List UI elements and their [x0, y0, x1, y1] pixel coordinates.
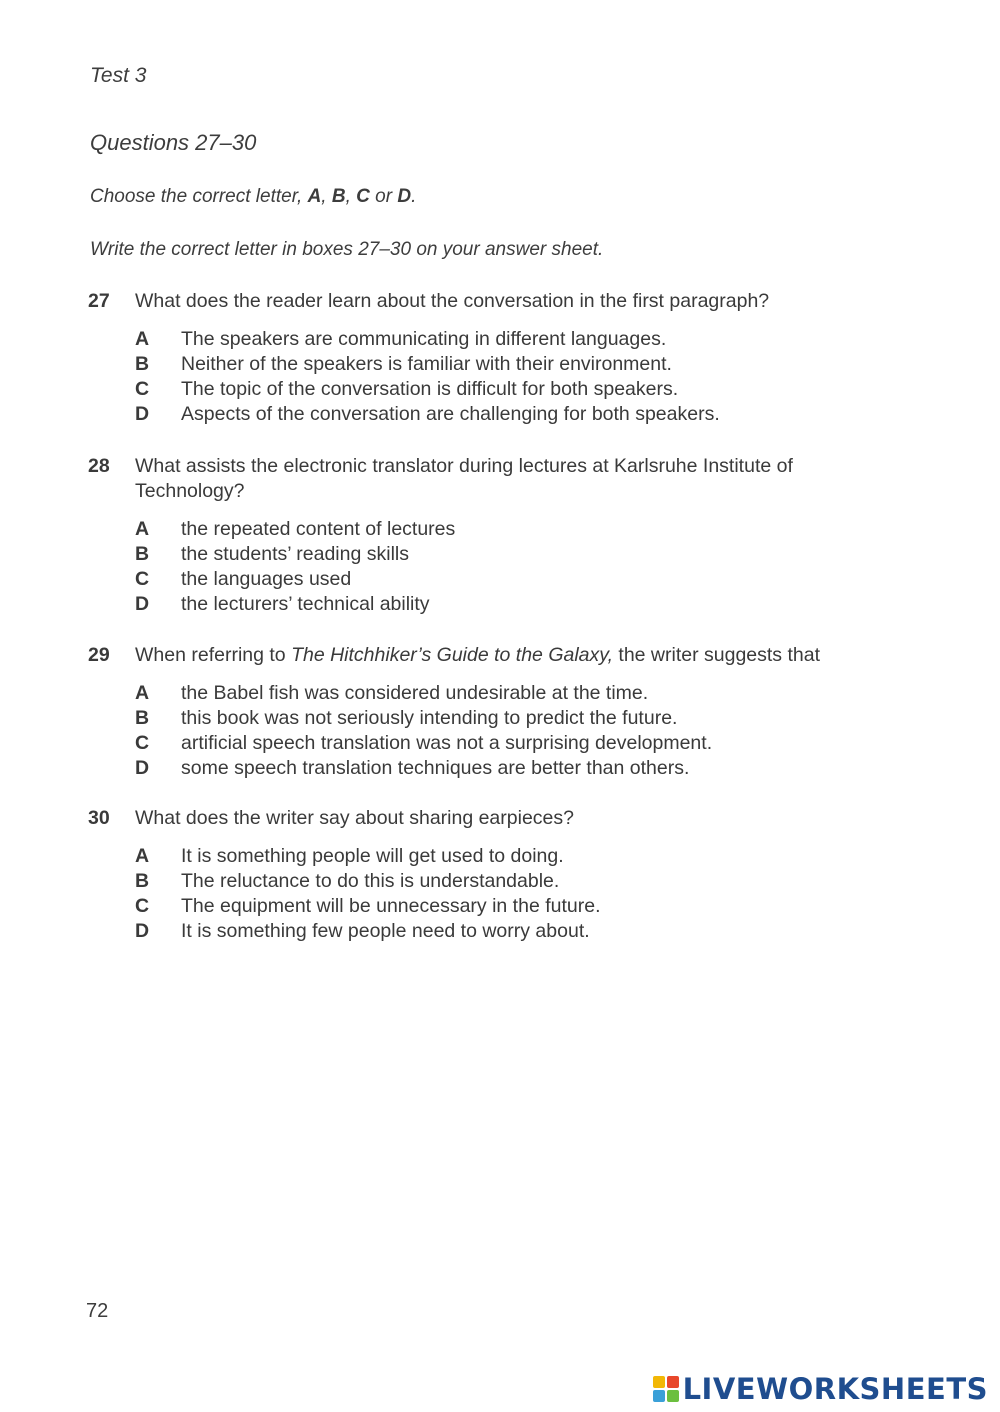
option-d[interactable]: [135, 592, 908, 617]
option-letter: C: [135, 895, 150, 917]
option-text: the repeated content of lectures: [181, 518, 456, 540]
option-b[interactable]: [135, 352, 908, 377]
option-text: It is something people will get used to doing.: [181, 845, 564, 867]
option-b[interactable]: [135, 706, 908, 731]
question-text-before: When referring to: [135, 644, 292, 666]
option-letter: A: [135, 518, 150, 540]
question-stem: [88, 643, 908, 668]
option-letter: A: [135, 845, 150, 867]
instruction-sep: ,: [321, 186, 332, 207]
option-c[interactable]: [135, 731, 908, 756]
option-c[interactable]: [135, 377, 908, 402]
logo-tile: [667, 1376, 679, 1388]
option-a[interactable]: [135, 517, 908, 542]
question-29: [88, 643, 908, 781]
option-letter: C: [135, 732, 150, 754]
instruction-letter-b: B: [331, 186, 346, 207]
instruction-answer-sheet: Write the correct letter in boxes 27–30 on your answer sheet.: [90, 239, 604, 260]
option-text: Neither of the speakers is familiar with their environment.: [181, 353, 672, 375]
instruction-sep: ,: [345, 186, 357, 207]
option-text: the Babel fish was considered undesirable at the time.: [181, 682, 649, 704]
option-text: the lecturers’ technical ability: [181, 593, 430, 615]
question-30: [88, 806, 908, 944]
option-letter: A: [135, 682, 150, 704]
logo-tile: [653, 1376, 665, 1388]
option-letter: B: [135, 543, 150, 565]
option-a[interactable]: [135, 327, 908, 352]
instruction-choose-letter: [90, 186, 416, 208]
question-text-after: the writer suggests that: [612, 644, 821, 666]
options-list: [88, 681, 908, 781]
option-c[interactable]: [135, 567, 908, 592]
option-a[interactable]: [135, 681, 908, 706]
instruction-letter-d: D: [397, 186, 412, 207]
instruction-sep: or: [369, 186, 398, 207]
option-d[interactable]: [135, 919, 908, 944]
instruction-text: .: [411, 186, 417, 207]
question-stem: [88, 289, 908, 314]
option-letter: C: [135, 378, 150, 400]
option-text: the students’ reading skills: [181, 543, 409, 565]
questions-heading: Questions 27–30: [90, 130, 257, 155]
option-text: The equipment will be unnecessary in the future.: [181, 895, 601, 917]
option-d[interactable]: [135, 402, 908, 427]
question-text: What does the reader learn about the conversation in the first paragraph?: [135, 290, 770, 312]
question-number: 28: [88, 455, 110, 477]
question-28: [88, 454, 908, 617]
option-text: The speakers are communicating in different languages.: [181, 328, 667, 350]
option-letter: D: [135, 403, 150, 425]
option-letter: C: [135, 568, 150, 590]
liveworksheets-watermark: [653, 1372, 988, 1406]
question-text: What does the writer say about sharing earpieces?: [135, 807, 574, 829]
option-letter: D: [135, 593, 150, 615]
instruction-letter-a: A: [307, 186, 322, 207]
option-b[interactable]: [135, 869, 908, 894]
option-text: The topic of the conversation is difficult for both speakers.: [181, 378, 679, 400]
option-letter: D: [135, 757, 150, 779]
question-27: [88, 289, 908, 427]
question-number: 30: [88, 807, 110, 829]
option-d[interactable]: [135, 756, 908, 781]
question-stem: [88, 454, 835, 504]
watermark-text: LIVEWORKSHEETS: [682, 1372, 988, 1406]
question-text: What assists the electronic translator during lectures at Karlsruhe Institute of Technology?: [135, 455, 793, 502]
question-number: 29: [88, 644, 110, 666]
option-c[interactable]: [135, 894, 908, 919]
option-text: the languages used: [181, 568, 352, 590]
options-list: [88, 327, 908, 427]
option-letter: D: [135, 920, 150, 942]
option-b[interactable]: [135, 542, 908, 567]
option-text: It is something few people need to worry about.: [181, 920, 590, 942]
option-letter: B: [135, 353, 150, 375]
liveworksheets-logo-icon: [653, 1376, 679, 1402]
logo-tile: [653, 1390, 665, 1402]
options-list: [88, 517, 908, 617]
instruction-letter-c: C: [356, 186, 370, 207]
question-stem: [88, 806, 908, 831]
option-text: artificial speech translation was not a surprising development.: [181, 732, 713, 754]
options-list: [88, 844, 908, 944]
option-text: The reluctance to do this is understandable.: [181, 870, 560, 892]
book-title: The Hitchhiker’s Guide to the Galaxy,: [291, 644, 613, 666]
question-number: 27: [88, 290, 110, 312]
instruction-text: Choose the correct letter,: [90, 186, 308, 207]
option-letter: B: [135, 707, 150, 729]
logo-tile: [667, 1390, 679, 1402]
option-text: this book was not seriously intending to predict the future.: [181, 707, 678, 729]
test-header: Test 3: [90, 64, 147, 87]
option-text: some speech translation techniques are better than others.: [181, 757, 690, 779]
page-number: 72: [86, 1300, 109, 1322]
option-letter: A: [135, 328, 150, 350]
option-letter: B: [135, 870, 150, 892]
option-a[interactable]: [135, 844, 908, 869]
option-text: Aspects of the conversation are challenging for both speakers.: [181, 403, 720, 425]
